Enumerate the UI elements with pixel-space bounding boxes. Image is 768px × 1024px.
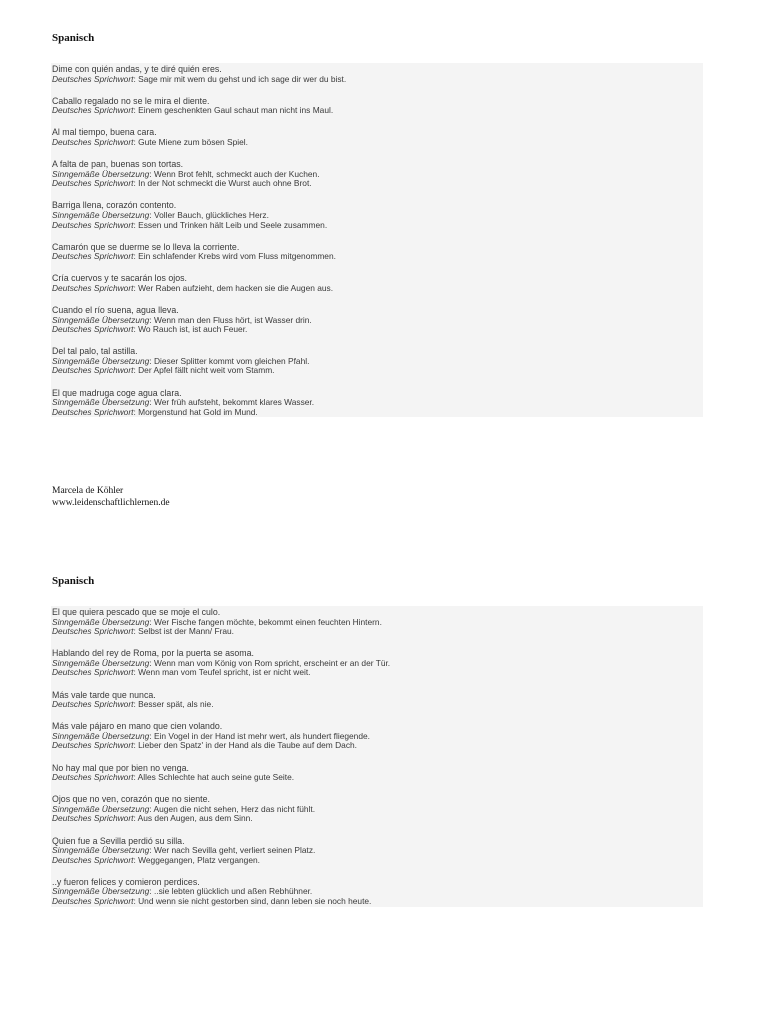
proverb-item [52, 97, 703, 116]
translation-text: : Wenn man vom König von Rom spricht, erscheint er an der Tür. [149, 657, 391, 668]
translation-label: Deutsches Sprichwort [52, 136, 134, 147]
translation-label: Deutsches Sprichwort [52, 178, 134, 189]
translation-line [52, 773, 703, 783]
proverb-item [52, 274, 703, 293]
spanish-proverb: A falta de pan, buenas son tortas. [52, 159, 184, 170]
translation-line [52, 856, 703, 866]
translation-label: Deutsches Sprichwort [52, 854, 134, 865]
proverb-list-2 [51, 606, 703, 907]
translation-label: Sinngemäße Übersetzung [52, 730, 150, 741]
translation-text: : Wer nach Sevilla geht, verliert seinen Platz. [149, 845, 316, 856]
translation-line [52, 106, 703, 116]
translation-text: : Wenn Brot fehlt, schmeckt auch der Kuchen. [149, 168, 320, 179]
proverb-item [52, 649, 703, 678]
author-block [52, 486, 170, 509]
proverb-item [52, 243, 703, 262]
spanish-proverb: Dime con quién andas, y te diré quién eres. [52, 64, 222, 74]
spanish-proverb: Al mal tiempo, buena cara. [52, 127, 157, 138]
section-1-heading: Spanisch [52, 32, 95, 44]
spanish-proverb: Hablando del rey de Roma, por la puerta se asoma. [52, 648, 254, 659]
translation-text: : Augen die nicht sehen, Herz das nicht fühlt. [149, 803, 316, 814]
proverb-item [52, 837, 703, 866]
translation-text: : Alles Schlechte hat auch seine gute Seite. [133, 772, 295, 783]
translation-line [52, 741, 703, 751]
spanish-proverb: ..y fueron felices y comieron perdices. [52, 876, 200, 887]
translation-text: : Sage mir mit wem du gehst und ich sage dir wer du bist. [133, 73, 347, 84]
translation-label: Sinngemäße Übersetzung [52, 355, 150, 366]
proverb-item [52, 722, 703, 751]
translation-text: : Lieber den Spatz' in der Hand als die Taube auf dem Dach. [133, 740, 357, 751]
translation-label: Deutsches Sprichwort [52, 105, 134, 116]
proverb-item [52, 160, 703, 189]
translation-text: : Wer Fische fangen möchte, bekommt einen feuchten Hintern. [149, 616, 382, 627]
spanish-proverb: Ojos que no ven, corazón que no siente. [52, 794, 210, 805]
translation-text: : Ein schlafender Krebs wird vom Fluss mitgenommen. [133, 251, 336, 262]
spanish-proverb: El que madruga coge agua clara. [52, 387, 182, 398]
translation-text: : In der Not schmeckt die Wurst auch ohne Brot. [133, 178, 312, 189]
proverb-item [52, 389, 703, 418]
spanish-proverb: Cría cuervos y te sacarán los ojos. [52, 273, 187, 284]
translation-label: Deutsches Sprichwort [52, 667, 134, 678]
translation-label: Deutsches Sprichwort [52, 740, 134, 751]
translation-line [52, 252, 703, 262]
translation-line [52, 221, 703, 231]
translation-line [52, 408, 703, 418]
proverb-item [52, 347, 703, 376]
translation-line [52, 75, 703, 85]
translation-text: : Wo Rauch ist, ist auch Feuer. [133, 324, 248, 335]
spanish-proverb: Del tal palo, tal astilla. [52, 346, 138, 357]
translation-text: : Weggegangen, Platz vergangen. [133, 854, 260, 865]
translation-line [52, 814, 703, 824]
proverb-item [52, 691, 703, 710]
translation-line [52, 179, 703, 189]
translation-line [52, 138, 703, 148]
translation-label: Sinngemäße Übersetzung [52, 209, 150, 220]
proverb-item [52, 65, 703, 84]
translation-text: : Wer früh aufsteht, bekommt klares Wasser. [149, 397, 315, 408]
spanish-proverb: No hay mal que por bien no venga. [52, 762, 189, 773]
author-name: Marcela de Köhler [52, 486, 124, 496]
translation-text: : Wenn man vom Teufel spricht, ist er nicht weit. [133, 667, 311, 678]
translation-text: : ..sie lebten glücklich und aßen Rebhühner. [149, 886, 313, 897]
translation-line [52, 627, 703, 637]
translation-text: : Dieser Splitter kommt vom gleichen Pfahl. [149, 355, 310, 366]
translation-label: Deutsches Sprichwort [52, 365, 134, 376]
translation-label: Deutsches Sprichwort [52, 813, 134, 824]
proverb-item [52, 878, 703, 907]
translation-text: : Morgenstund hat Gold im Mund. [133, 406, 258, 417]
translation-text: : Wer Raben aufzieht, dem hacken sie die Augen aus. [133, 282, 334, 293]
spanish-proverb: Quien fue a Sevilla perdió su silla. [52, 835, 185, 846]
spanish-proverb: Camarón que se duerme se lo lleva la corriente. [52, 241, 240, 252]
translation-label: Sinngemäße Übersetzung [52, 803, 150, 814]
translation-line [52, 325, 703, 335]
translation-label: Deutsches Sprichwort [52, 219, 134, 230]
translation-text: : Wenn man den Fluss hört, ist Wasser drin. [149, 314, 312, 325]
translation-line [52, 897, 703, 907]
translation-label: Deutsches Sprichwort [52, 772, 134, 783]
translation-line [52, 366, 703, 376]
translation-label: Sinngemäße Übersetzung [52, 845, 150, 856]
spanish-proverb: El que quiera pescado que se moje el culo. [52, 607, 221, 617]
spanish-proverb: Barriga llena, corazón contento. [52, 200, 177, 211]
translation-text: : Besser spät, als nie. [133, 699, 214, 710]
translation-text: : Der Apfel fällt nicht weit vom Stamm. [133, 365, 275, 376]
translation-label: Deutsches Sprichwort [52, 251, 134, 262]
translation-text: : Essen und Trinken hält Leib und Seele zusammen. [133, 219, 328, 230]
translation-label: Deutsches Sprichwort [52, 282, 134, 293]
translation-text: : Ein Vogel in der Hand ist mehr wert, als hundert fliegende. [149, 730, 370, 741]
proverb-item [52, 128, 703, 147]
translation-text: : Gute Miene zum bösen Spiel. [133, 136, 248, 147]
translation-label: Sinngemäße Übersetzung [52, 616, 150, 627]
translation-line [52, 284, 703, 294]
translation-text: : Und wenn sie nicht gestorben sind, dann leben sie noch heute. [133, 895, 372, 906]
translation-text: : Voller Bauch, glückliches Herz. [149, 209, 269, 220]
translation-label: Sinngemäße Übersetzung [52, 397, 150, 408]
spanish-proverb: Cuando el río suena, agua lleva. [52, 305, 179, 315]
translation-text: : Selbst ist der Mann/ Frau. [133, 626, 235, 637]
spanish-proverb: Caballo regalado no se le mira el diente. [52, 95, 210, 106]
author-website[interactable]: www.leidenschaftlichlernen.de [52, 497, 170, 508]
proverb-item [52, 306, 703, 335]
translation-label: Deutsches Sprichwort [52, 699, 134, 710]
translation-label: Deutsches Sprichwort [52, 73, 134, 84]
translation-line [52, 700, 703, 710]
section-2-heading: Spanisch [52, 575, 95, 587]
translation-label: Deutsches Sprichwort [52, 406, 134, 417]
translation-line [52, 668, 703, 678]
proverb-item [52, 201, 703, 230]
translation-label: Sinngemäße Übersetzung [52, 657, 150, 668]
translation-label: Deutsches Sprichwort [52, 895, 134, 906]
translation-label: Deutsches Sprichwort [52, 626, 134, 637]
translation-label: Sinngemäße Übersetzung [52, 168, 150, 179]
translation-label: Sinngemäße Übersetzung [52, 314, 150, 325]
proverb-item [52, 764, 703, 783]
translation-text: : Aus den Augen, aus dem Sinn. [133, 813, 253, 824]
spanish-proverb: Más vale tarde que nunca. [52, 689, 156, 700]
proverb-item [52, 608, 703, 637]
translation-label: Sinngemäße Übersetzung [52, 886, 150, 897]
translation-text: : Einem geschenkten Gaul schaut man nicht ins Maul. [133, 105, 334, 116]
proverb-item [52, 795, 703, 824]
translation-label: Deutsches Sprichwort [52, 324, 134, 335]
proverb-list-1 [51, 63, 703, 417]
spanish-proverb: Más vale pájaro en mano que cien volando. [52, 721, 223, 732]
